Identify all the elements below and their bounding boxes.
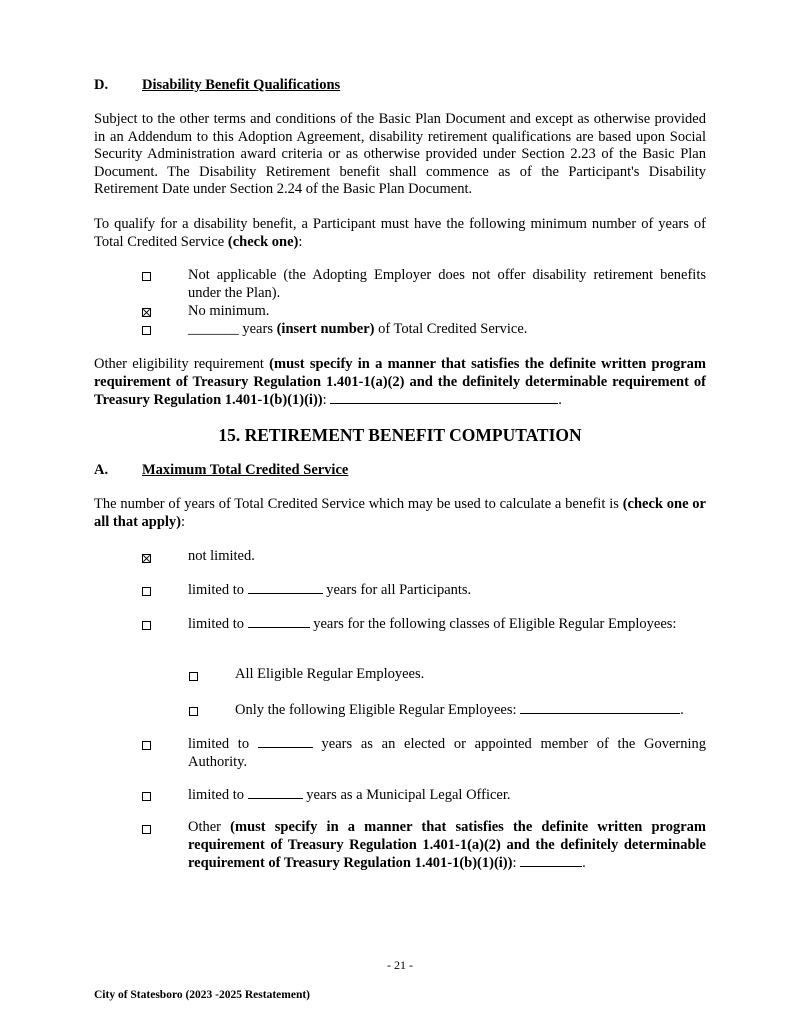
limited-classes-post: years for the following classes of Eligible Regular Employees: xyxy=(309,616,677,632)
section-a-intro xyxy=(94,496,706,531)
option-elected-member xyxy=(188,735,706,771)
option-years-minimum xyxy=(188,321,527,339)
other-bold: (must specify in a manner that satisfies the definite written program requirement of Treasury Regulation 1.401-1(a)(2) and the definitely determinable requirement of Treasury Regulation 1.401-1(b)(1)(i)) xyxy=(188,819,706,871)
checkbox-limited-classes[interactable] xyxy=(142,621,151,630)
limited-classes-blank[interactable] xyxy=(248,615,310,628)
only-following-text: Only the following Eligible Regular Employees: xyxy=(235,702,521,718)
option-other: Other (must specify in a manner that satisfies the definite written program requirement of Treasury Regulation 1.401-1(a)(2) and the definitely determinable requirement of Treasury Regulation 1.401-1(b)(1)(i)): . xyxy=(188,819,706,871)
sub-option-all-eligible: All Eligible Regular Employees. xyxy=(235,666,425,682)
other-text: Other xyxy=(188,819,231,835)
checkbox-not-applicable[interactable] xyxy=(142,272,151,281)
option-no-minimum: No minimum. xyxy=(188,303,270,319)
section-a-intro-bold: (check one or all that apply) xyxy=(94,496,706,530)
footer: City of Statesboro (2023 -2025 Restatement) xyxy=(94,989,311,1001)
limited-all-blank[interactable] xyxy=(248,581,323,594)
sub-option-only-following: Only the following Eligible Regular Employees: . xyxy=(235,702,684,718)
limited-all-post: years for all Participants. xyxy=(322,582,472,598)
section-a-intro-text: The number of years of Total Credited Service which may be used to calculate a benefit is xyxy=(94,496,623,512)
para2-text: To qualify for a disability benefit, a Participant must have the following minimum number of years of Total Credited Service xyxy=(94,216,706,250)
section-d-title: Disability Benefit Qualifications xyxy=(142,77,341,93)
section-d-letter: D. xyxy=(94,77,109,93)
option-not-limited: not limited. xyxy=(188,548,255,564)
section-a-letter: A. xyxy=(94,462,109,478)
limited-all-pre: limited to xyxy=(188,582,248,598)
checkbox-elected-member[interactable] xyxy=(142,741,151,750)
para2-bold: (check one) xyxy=(227,233,299,250)
elected-blank[interactable] xyxy=(258,735,313,748)
other-eligibility-blank[interactable] xyxy=(330,391,558,404)
legal-blank[interactable] xyxy=(248,786,303,799)
option-legal-officer xyxy=(188,786,511,805)
section-d-paragraph-1: Subject to the other terms and conditions of the Basic Plan Document and except as otherwise provided in an Addendum to this Adoption Agreement, disability retirement qualifications are based upon Social Security Administration award criteria or as otherwise provided under Section 2.23 of the Basic Plan Document. The Disability Retirement benefit shall commence as of the Participant's Disability Retirement Date under Section 2.24 of the Basic Plan Document. xyxy=(94,111,706,197)
other-eligibility-colon: : xyxy=(322,392,327,408)
checkbox-limited-all[interactable] xyxy=(142,587,151,596)
other-eligibility-paragraph: Other eligibility requirement (must specify in a manner that satisfies the definite written program requirement of Treasury Regulation 1.401-1(a)(2) and the definitely determinable requirement of Treasury Regulation 1.401-1(b)(1)(i)): . xyxy=(94,356,707,408)
section-a-intro-colon: : xyxy=(181,513,186,530)
checkbox-only-following[interactable] xyxy=(189,707,198,716)
legal-pre: limited to xyxy=(188,787,248,803)
page-number: - 21 - xyxy=(387,958,413,972)
checkbox-legal-officer[interactable] xyxy=(142,792,151,801)
checkbox-other[interactable] xyxy=(142,825,151,834)
section-d-heading xyxy=(94,77,340,94)
legal-post: years as a Municipal Legal Officer. xyxy=(302,787,511,803)
option-not-applicable: Not applicable (the Adopting Employer does not offer disability retirement benefits under the Plan). xyxy=(188,267,706,301)
checkbox-all-eligible[interactable] xyxy=(189,672,198,681)
other-colon: : xyxy=(512,855,517,871)
section-a-heading xyxy=(94,462,348,479)
option-limited-classes xyxy=(188,615,706,634)
insert-number-bold: (insert number) xyxy=(276,321,375,337)
checkbox-years-minimum[interactable] xyxy=(142,326,151,335)
years-post: of Total Credited Service. xyxy=(374,321,528,337)
other-eligibility-text: Other eligibility requirement xyxy=(94,356,270,372)
section-d-paragraph-2 xyxy=(94,216,706,251)
para2-end: : xyxy=(298,233,303,250)
checkbox-not-limited[interactable] xyxy=(142,554,151,563)
option-limited-all xyxy=(188,581,471,600)
years-blank[interactable]: _______ xyxy=(188,321,239,337)
elected-post: years as an elected or appointed member of the Governing Authority. xyxy=(188,736,707,770)
only-following-blank[interactable] xyxy=(520,701,680,714)
limited-classes-pre: limited to xyxy=(188,616,248,632)
checkbox-no-minimum[interactable] xyxy=(142,308,151,317)
years-text: years xyxy=(238,321,277,337)
elected-pre: limited to xyxy=(188,736,258,752)
other-eligibility-bold: (must specify in a manner that satisfies the definite written program requirement of Treasury Regulation 1.401-1(a)(2) and the definitely determinable requirement of Treasury Regulation 1.401-1(b)(1)(i)) xyxy=(94,356,707,408)
section-15-title: 15. RETIREMENT BENEFIT COMPUTATION xyxy=(218,425,582,445)
other-blank[interactable] xyxy=(520,854,582,867)
section-a-title: Maximum Total Credited Service xyxy=(142,462,349,478)
